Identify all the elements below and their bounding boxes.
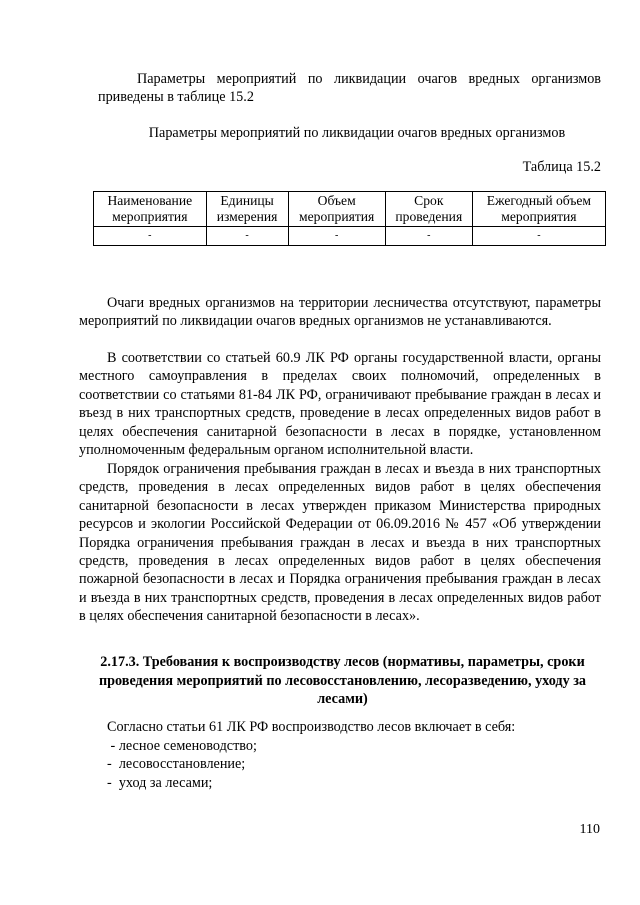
- table-cell: -: [385, 227, 472, 246]
- section-heading: 2.17.3. Требования к воспроизводству лесов (нормативы, параметры, сроки проведения мероприятий по лесовосстановлению, лесоразведению, уходу за лесами): [98, 654, 587, 708]
- table-cell: -: [94, 227, 207, 246]
- table-label: Таблица 15.2: [522, 159, 601, 175]
- table-title: Параметры мероприятий по ликвидации очагов вредных организмов: [148, 125, 566, 141]
- table-header-row: [94, 192, 606, 227]
- table-header-cell: Срок проведения: [385, 192, 472, 227]
- table-header-cell: Ежегодный объем мероприятия: [472, 192, 605, 227]
- paragraph-pests-absent: Очаги вредных организмов на территории лесничества отсутствуют, параметры мероприятий по ликвидации очагов вредных организмов не устанавливаются.: [79, 295, 601, 330]
- table-cell: -: [472, 227, 605, 246]
- page-number: 110: [579, 822, 600, 837]
- intro-line-2: приведены в таблице 15.2: [98, 89, 254, 106]
- table-cell: -: [288, 227, 385, 246]
- list-intro: Согласно статьи 61 ЛК РФ воспроизводство лесов включает в себя:: [107, 719, 516, 735]
- intro-paragraph: [79, 70, 601, 107]
- table-header-cell: Объем мероприятия: [288, 192, 385, 227]
- list-item: - уход за лесами;: [107, 774, 213, 791]
- list-item: - лесовосстановление;: [107, 756, 246, 773]
- paragraph-article-60-9: В соответствии со статьей 60.9 ЛК РФ органы государственной власти, органы местного самоуправления в пределах своих полномочий, определенных в соответствии со статьями 81-84 ЛК РФ, ограничивают пребывание граждан в лесах и въезд в них транспортных средств, проведение в лесах определенных видов работ в целях обеспечения санитарной безопасности в лесах в порядке, установленном уполномоченным федеральным органом исполнительной власти.: [79, 350, 601, 459]
- paragraph-order-457: Порядок ограничения пребывания граждан в лесах и въезда в них транспортных средств, проведения в лесах определенных видов работ в целях обеспечения санитарной безопасности в лесах утвержден приказом Министерства природных ресурсов и экологии Российской Федерации от 06.09.2016 № 457 «Об утверждении Порядка ограничения пребывания граждан в лесах и въезда в них транспортных средств, проведения в лесах определенных видов работ в целях обеспечения пожарной безопасности в лесах и Порядка ограничения пребывания граждан в лесах и въезда в них транспортных средств, проведения в лесах определенных видов работ в целях обеспечения санитарной безопасности в лесах».: [79, 461, 601, 625]
- table-cell: -: [206, 227, 288, 246]
- table-header-cell: Единицы измерения: [206, 192, 288, 227]
- table-row: [94, 227, 606, 246]
- list-item: - лесное семеноводство;: [107, 738, 257, 754]
- reproduction-list: [107, 737, 587, 792]
- measures-table: [93, 191, 606, 246]
- table-header-cell: Наименование мероприятия: [94, 192, 207, 227]
- intro-line-1: Параметры мероприятий по ликвидации очагов вредных организмов: [137, 71, 601, 87]
